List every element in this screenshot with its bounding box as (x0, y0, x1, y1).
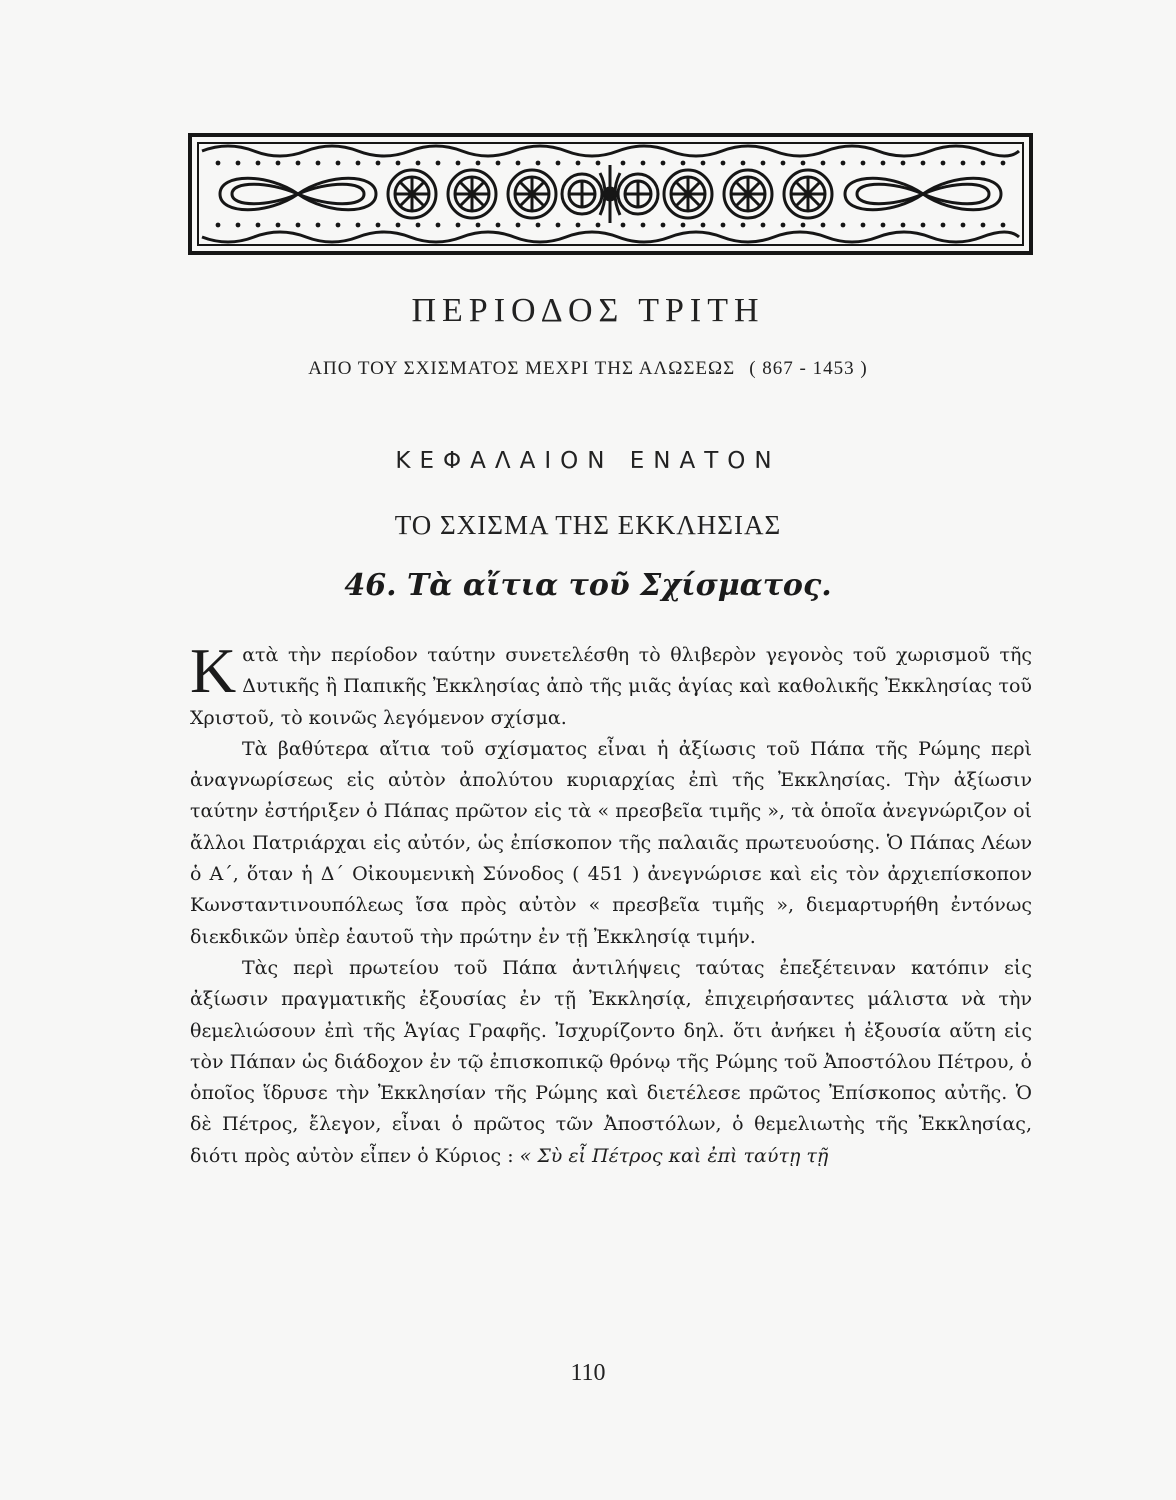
chapter-title: ΤΟ ΣΧΙΣΜΑ ΤΗΣ ΕΚΚΛΗΣΙΑΣ (394, 510, 782, 540)
drop-cap: Κ (190, 635, 237, 706)
body-text (190, 635, 1032, 1172)
paragraph-2: Τὰ βαθύτερα αἴτια τοῦ σχίσματος εἶναι ἡ ἀξίωσις τοῦ Πάπα τῆς Ρώμης περὶ ἀναγνωρίσεως εἰς αὐτὸν ἀπολύτου κυριαρχίας ἐπὶ τῆς Ἐκκλησίας. Τὴν ἀξίωσιν ταύτην ἐστήριξεν ὁ Πάπας πρῶτον εἰς τὰ « πρεσβεῖα τιμῆς », τὰ ὁποῖα ἀνεγνώριζον οἱ ἄλλοι Πατριάρχαι εἰς αὐτόν, ὡς ἐπίσκοπον τῆς παλαιᾶς πρωτευούσης. Ὁ Πάπας Λέων ὁ Α΄, ὅταν ἡ Δ΄ Οἰκουμενικὴ Σύνοδος ( 451 ) ἀνεγνώρισε καὶ εἰς τὸν ἀρχιεπίσκοπον Κωνσταντινουπόλεως ἴσα πρὸς αὐτὸν « πρεσβεῖα τιμῆς », διεμαρτυρήθη ἐντόνως διεκδικῶν ὑπὲρ ἑαυτοῦ τὴν πρώτην ἐν τῇ Ἐκκλησίᾳ τιμήν. (190, 737, 1032, 948)
period-title: ΠΕΡΙΟΔΟΣ ΤΡΙΤΗ (411, 292, 765, 329)
paragraph-3 (190, 953, 1032, 1172)
period-years: ( 867 - 1453 ) (749, 358, 868, 379)
period-subtitle-text: ΑΠΟ ΤΟΥ ΣΧΙΣΜΑΤΟΣ ΜΕΧΡΙ ΤΗΣ ΑΛΩΣΕΩΣ (308, 358, 736, 379)
chapter-label: ΚΕΦΑΛΑΙΟΝ ΕΝΑΤΟΝ (395, 448, 781, 474)
section-heading: 46. Τὰ αἴτια τοῦ Σχίσματος. (344, 568, 832, 603)
paragraph-1 (190, 635, 1032, 734)
scripture-quote: « Σὺ εἶ Πέτρος καὶ ἐπὶ ταύτῃ τῇ (519, 1144, 829, 1167)
paragraph-1-text: ατὰ τὴν περίοδον ταύτην συνετελέσθη τὸ θλιβερὸν γεγονὸς τοῦ χωρισμοῦ τῆς Δυτικῆς ἢ Παπικῆς Ἐκκλησίας ἀπὸ τῆς μιᾶς ἁγίας καὶ καθολικῆς Ἐκκλησίας τοῦ Χριστοῦ, τὸ κοινῶς λεγόμενον σχίσμα. (190, 644, 1032, 729)
decorative-ornament-band (188, 133, 1033, 255)
page-number: 110 (570, 1360, 606, 1386)
period-subtitle (0, 358, 1176, 380)
paragraph-3-text: Τὰς περὶ πρωτείου τοῦ Πάπα ἀντιλήψεις ταύτας ἐπεξέτειναν κατόπιν εἰς ἀξίωσιν πραγματικῆς ἐξουσίας ἐν τῇ Ἐκκλησίᾳ, ἐπιχειρήσαντες μάλιστα νὰ τὴν θεμελιώσουν ἐπὶ τῆς Ἁγίας Γραφῆς. Ἰσχυρίζοντο δηλ. ὅτι ἀνήκει ἡ ἐξουσία αὕτη εἰς τὸν Πάπαν ὡς διάδοχον ἐν τῷ ἐπισκοπικῷ θρόνῳ τῆς Ρώμης τοῦ Ἀποστόλου Πέτρου, ὁ ὁποῖος ἵδρυσε τὴν Ἐκκλησίαν τῆς Ρώμης καὶ διετέλεσε πρῶτος Ἐπίσκοπος αὐτῆς. Ὁ δὲ Πέτρος, ἔλεγον, εἶναι ὁ πρῶτος τῶν Ἀποστόλων, ὁ θεμελιωτὴς τῆς Ἐκκλησίας, διότι πρὸς αὐτὸν εἶπεν ὁ Κύριος : (190, 956, 1032, 1167)
